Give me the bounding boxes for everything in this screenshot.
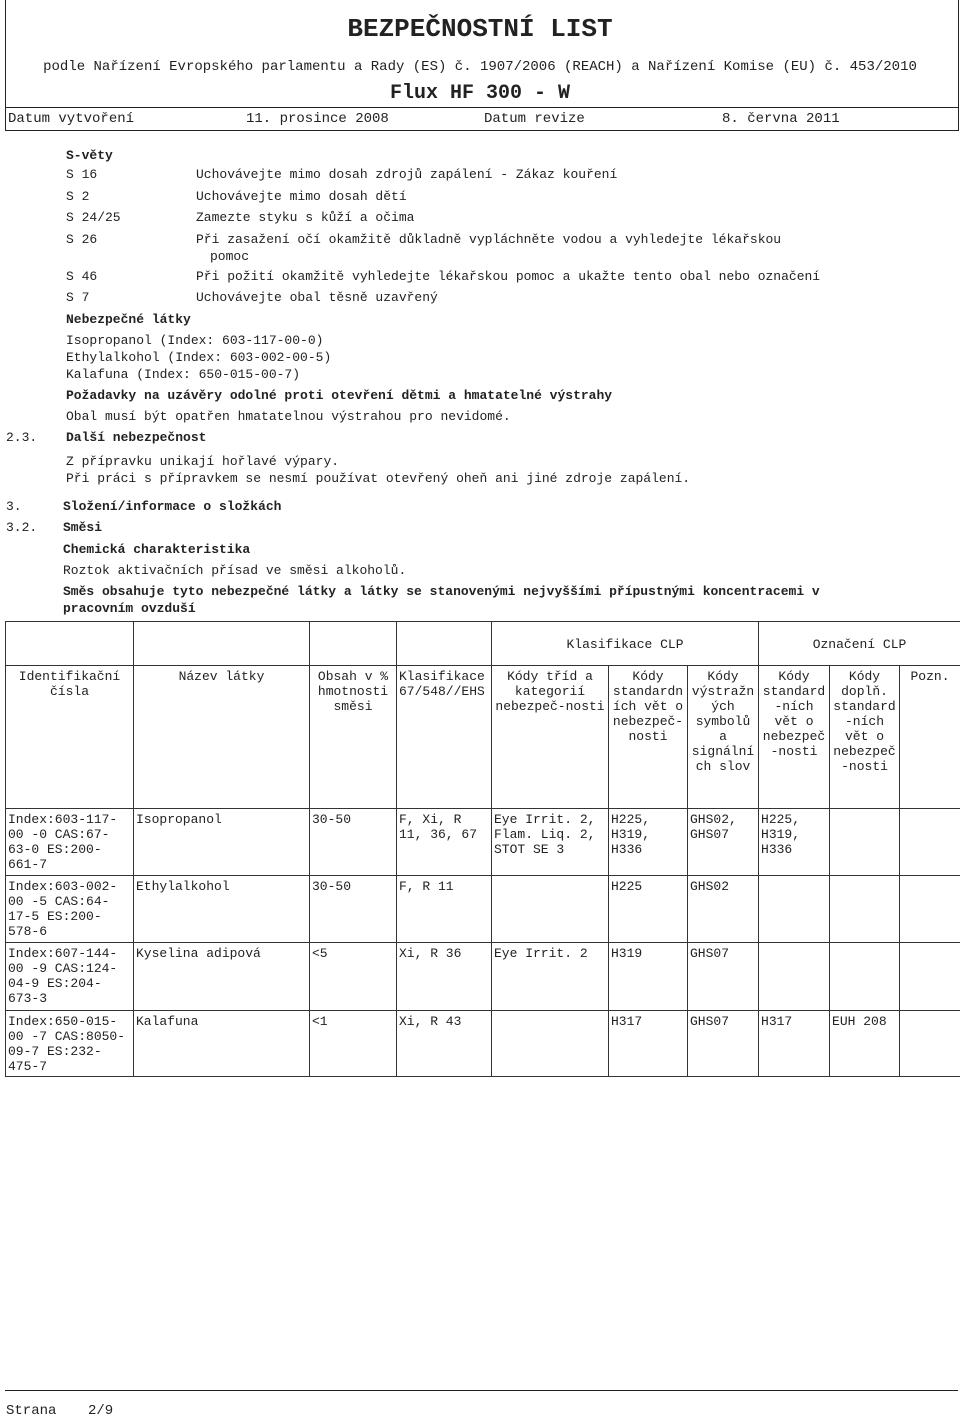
section-3-heading: Složení/informace o složkách [63,499,281,514]
s-phrase-text: Uchovávejte mimo dosah zdrojů zapálení - Zákaz kouření [196,167,617,182]
table-cell: H225, H319, H336 [609,809,688,876]
revision-date-value: 8. června 2011 [722,111,840,127]
substances-table [5,621,960,1077]
mixtures-heading: Směsi [63,520,102,535]
product-name: Flux HF 300 - W [0,82,960,105]
column-header: Obsah v % hmotnosti směsi [310,666,397,809]
s-phrases-heading: S-věty [66,148,113,163]
section-3-2-number: 3.2. [6,520,37,535]
column-header: Pozn. [900,666,960,809]
column-header: Identifikační čísla [6,666,134,809]
other-hazards-line: Z přípravku unikají hořlavé výpary. [66,454,339,469]
column-header: Klasifikace 67/548//EHS [397,666,492,809]
closures-text: Obal musí být opatřen hmatatelnou výstrahou pro nevidomé. [66,409,511,424]
table-cell: GHS07 [688,1011,759,1077]
table-cell: 30-50 [310,876,397,943]
s-phrase-text: Při zasažení očí okamžitě důkladně vypláchněte vodou a vyhledejte lékařskou [196,232,781,247]
table-cell: H317 [609,1011,688,1077]
chemical-characteristics-heading: Chemická charakteristika [63,542,250,557]
table-cell: Xi, R 43 [397,1011,492,1077]
column-header: Kódy doplň. standard -ních vět o nebezpeč -nosti [830,666,900,809]
created-date-value: 11. prosince 2008 [246,111,389,127]
table-cell: H225 [609,876,688,943]
hazardous-substances-heading: Nebezpečné látky [66,312,191,327]
table-cell: H319 [609,943,688,1011]
table-cell: F, Xi, R 11, 36, 67 [397,809,492,876]
table-cell: Xi, R 36 [397,943,492,1011]
contains-heading: Směs obsahuje tyto nebezpečné látky a látky se stanovenými nejvyššími přípustnými koncentracemi v [63,584,820,599]
table-cell [492,1011,609,1077]
table-cell: Ethylalkohol [134,876,310,943]
s-phrase-code: S 2 [66,189,89,204]
header-rule-bottom [5,130,958,131]
column-header: Kódy standard -ních vět o nebezpeč -nosti [759,666,830,809]
table-cell [759,943,830,1011]
regulation-subtitle: podle Nařízení Evropského parlamentu a Rady (ES) č. 1907/2006 (REACH) a Nařízení Komise (EU) č. 453/2010 [0,59,960,75]
table-cell: Index:603-117-00 -0 CAS:67-63-0 ES:200-661-7 [6,809,134,876]
table-row [6,1011,960,1077]
clp-classification-group-header: Klasifikace CLP [492,622,759,666]
table-cell [830,876,900,943]
s-phrase-text: Uchovávejte obal těsně uzavřený [196,290,438,305]
closures-heading: Požadavky na uzávěry odolné proti otevření dětmi a hmatatelné výstrahy [66,388,612,403]
table-cell [900,1011,960,1077]
table-cell: 30-50 [310,809,397,876]
other-hazards-line: Při práci s přípravkem se nesmí používat otevřený oheň ani jiné zdroje zapálení. [66,471,690,486]
table-group-cell [397,622,492,666]
table-header-row [6,666,960,809]
s-phrase-code: S 46 [66,269,97,284]
clp-labelling-group-header: Označení CLP [759,622,960,666]
table-row [6,943,960,1011]
column-header: Název látky [134,666,310,809]
page-label: Strana [6,1403,56,1419]
table-cell: F, R 11 [397,876,492,943]
s-phrase-code: S 16 [66,167,97,182]
footer-rule [5,1390,958,1391]
s-phrase-code: S 24/25 [66,210,121,225]
table-cell: Eye Irrit. 2 [492,943,609,1011]
table-cell: Index:650-015-00 -7 CAS:8050-09-7 ES:232-475-7 [6,1011,134,1077]
table-cell: GHS02 [688,876,759,943]
page-number: 2/9 [88,1403,113,1419]
s-phrase-code: S 7 [66,290,89,305]
table-cell [830,943,900,1011]
s-phrase-text: Při požití okamžitě vyhledejte lékařskou pomoc a ukažte tento obal nebo označení [196,269,820,284]
header-rule-top [5,107,958,108]
table-group-cell [310,622,397,666]
table-cell: Index:603-002-00 -5 CAS:64-17-5 ES:200-578-6 [6,876,134,943]
revision-date-label: Datum revize [484,111,585,127]
s-phrase-text: Uchovávejte mimo dosah dětí [196,189,407,204]
created-date-label: Datum vytvoření [8,111,134,127]
header-border-right [958,0,959,131]
hazardous-substance-item: Kalafuna (Index: 650-015-00-7) [66,367,300,382]
section-3-number: 3. [6,499,22,514]
column-header: Kódy tříd a kategorií nebezpeč-nosti [492,666,609,809]
table-cell [900,809,960,876]
table-cell: <1 [310,1011,397,1077]
table-cell [900,876,960,943]
section-2-3-number: 2.3. [6,430,37,445]
table-cell [830,809,900,876]
table-group-cell [6,622,134,666]
chemical-characteristics-text: Roztok aktivačních přísad ve směsi alkoholů. [63,563,406,578]
table-cell [492,876,609,943]
table-row [6,809,960,876]
table-cell: Isopropanol [134,809,310,876]
header-border-left [5,0,6,131]
hazardous-substance-item: Ethylalkohol (Index: 603-002-00-5) [66,350,331,365]
s-phrase-code: S 26 [66,232,97,247]
table-cell: H225, H319, H336 [759,809,830,876]
table-cell: Index:607-144-00 -9 CAS:124-04-9 ES:204-673-3 [6,943,134,1011]
s-phrase-text-continued: pomoc [210,249,249,264]
table-cell: H317 [759,1011,830,1077]
table-cell: Kyselina adipová [134,943,310,1011]
table-group-header-row [6,622,960,666]
s-phrase-text: Zamezte styku s kůží a očima [196,210,414,225]
contains-heading-continued: pracovním ovzduší [63,601,196,616]
column-header: Kódy standardn ích vět o nebezpeč- nosti [609,666,688,809]
table-cell: <5 [310,943,397,1011]
hazardous-substance-item: Isopropanol (Index: 603-117-00-0) [66,333,323,348]
table-cell: GHS07 [688,943,759,1011]
table-cell: EUH 208 [830,1011,900,1077]
table-cell: Eye Irrit. 2, Flam. Liq. 2, STOT SE 3 [492,809,609,876]
table-row [6,876,960,943]
document-title: BEZPEČNOSTNÍ LIST [0,14,960,44]
table-cell [900,943,960,1011]
table-group-cell [134,622,310,666]
table-cell: Kalafuna [134,1011,310,1077]
column-header: Kódy výstražn ých symbolů a signální ch slov [688,666,759,809]
other-hazards-heading: Další nebezpečnost [66,430,206,445]
table-cell: GHS02, GHS07 [688,809,759,876]
table-cell [759,876,830,943]
